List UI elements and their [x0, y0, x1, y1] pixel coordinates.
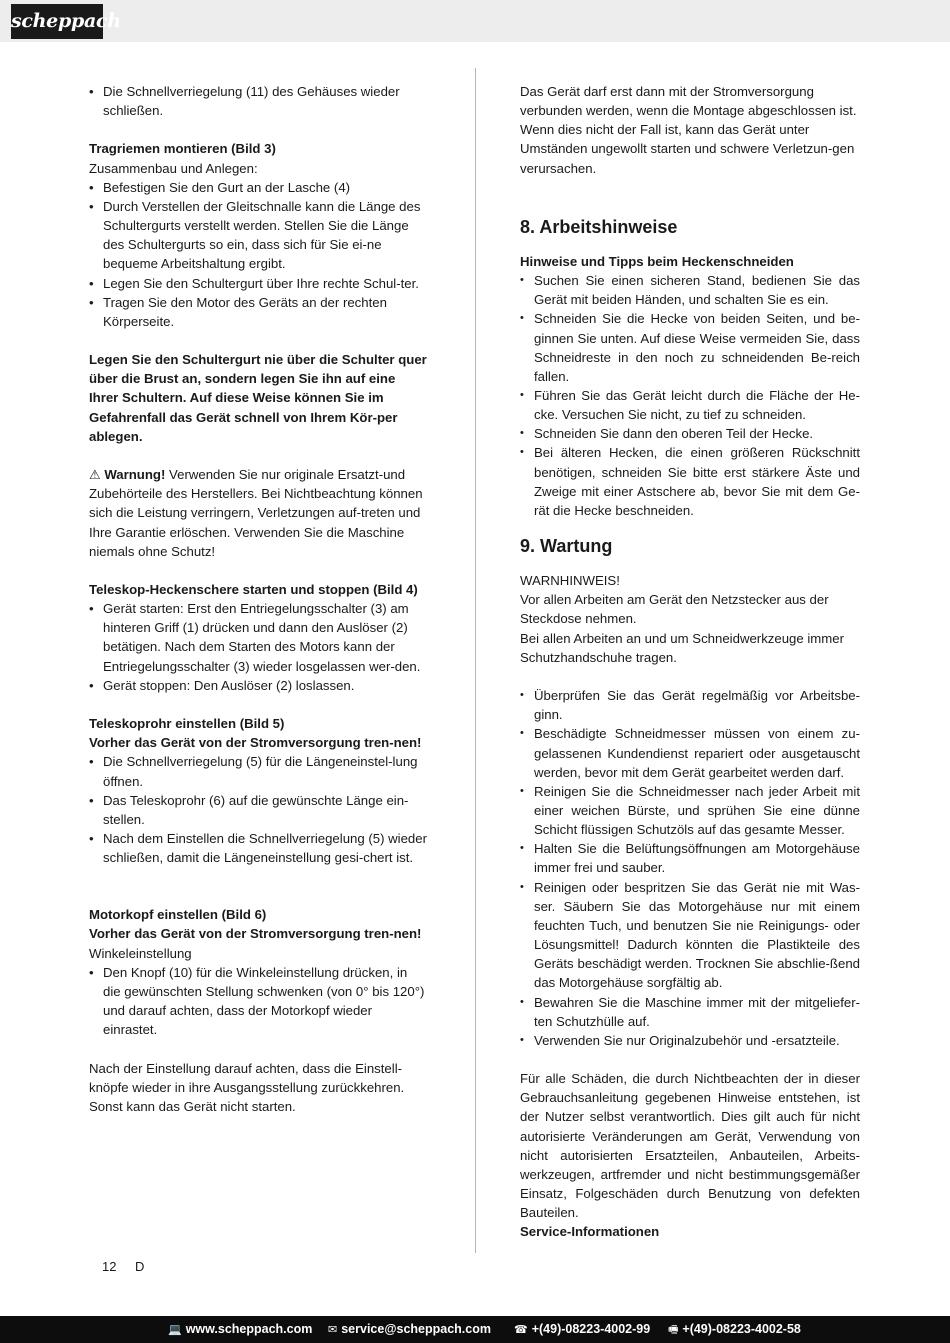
- motor-head-warning: Vorher das Gerät von der Stromversorgung tren-nen!: [89, 926, 422, 942]
- scheppach-logo: scheppach: [11, 4, 103, 39]
- list-item: • Bewahren Sie die Maschine immer mit der mitgeliefer-ten Schutzhülle auf.: [520, 993, 860, 1031]
- footer-website-text: www.scheppach.com: [185, 1322, 313, 1336]
- footer-phone: [514, 1316, 650, 1343]
- list-item: • Legen Sie den Schultergurt über Ihre rechte Schul-ter.: [89, 274, 427, 293]
- housing-list: [89, 82, 427, 120]
- list-item: • Halten Sie die Belüftungsöffnungen am Motorgehäuse immer frei und sauber.: [520, 839, 860, 877]
- warning-triangle-icon: ⚠: [89, 467, 101, 483]
- telescope-list: [89, 752, 427, 867]
- list-item: • Die Schnellverriegelung (5) für die Längeneinstel-lung öffnen.: [89, 752, 427, 790]
- motor-head-note: Nach der Einstellung darauf achten, dass die Einstell-knöpfe wieder in ihre Ausgangsstellung zurückkehren. Sonst kann das Gerät nicht starten.: [89, 1060, 405, 1114]
- motor-head-list: [89, 963, 427, 1040]
- list-item: • Die Schnellverriegelung (11) des Gehäuses wieder schließen.: [89, 82, 427, 120]
- footer-email-text: service@scheppach.com: [341, 1322, 491, 1336]
- strap-list: [89, 178, 427, 331]
- footer-phone-text: +(49)-08223-4002-99: [531, 1322, 651, 1336]
- list-item: • Schneiden Sie dann den oberen Teil der Hecke.: [520, 424, 860, 443]
- section-8-title: 8. Arbeitshinweise: [520, 216, 678, 237]
- header-bar: [0, 0, 950, 42]
- list-item: • Tragen Sie den Motor des Geräts an der rechten Körperseite.: [89, 293, 427, 331]
- list-item: • Schneiden Sie die Hecke von beiden Seiten, und be-ginnen Sie unten. Auf diese Weise vermeiden Sie, dass Schneidreste in den noch zu schneidenden Be-reich fallen.: [520, 309, 860, 386]
- list-item: • Verwenden Sie nur Originalzubehör und -ersatzteile.: [520, 1031, 860, 1050]
- service-heading: Service-Informationen: [520, 1224, 660, 1240]
- list-item: • Den Knopf (10) für die Winkeleinstellung drücken, in die gewünschten Stellung schwenken (von 0° bis 120°) und darauf achten, dass der Motorkopf wieder einrastet.: [89, 963, 427, 1040]
- right-column: [520, 82, 860, 1242]
- footer-bar: [0, 1316, 950, 1343]
- start-stop-heading: Teleskop-Heckenschere starten und stoppen (Bild 4): [89, 582, 418, 597]
- column-divider: [475, 68, 476, 1253]
- warning-label: Warnung!: [104, 467, 166, 483]
- list-item: • Reinigen oder bespritzen Sie das Gerät nie mit Was-ser. Säubern Sie das Motorgehäuse nur mit einem feuchten Tuch, und benutzen Sie nie Reinigungs- oder Lösungsmittel! Dadurch könnten die Plastikteile des Geräts beschädigt werden. Trocknen Sie abschlie-ßend das Motorgehäuse sorgfältig ab.: [520, 878, 860, 993]
- telescope-heading: Teleskoprohr einstellen (Bild 5): [89, 716, 285, 732]
- list-item: • Nach dem Einstellen die Schnellverriegelung (5) wieder schließen, damit die Längeneinstellung gesi-chert ist.: [89, 829, 427, 867]
- page-language: D: [135, 1259, 145, 1274]
- warning-text: Verwenden Sie nur originale Ersatzt-und Zubehörteile des Herstellers. Bei Nichtbeachtung können sich die Leistung verringern, Verletzungen auf-treten und Ihre Garantie erlöschen. Verwenden Sie die Maschine niemals ohne Schutz!: [89, 467, 423, 559]
- strap-intro: Zusammenbau und Anlegen:: [89, 160, 258, 176]
- footer-email[interactable]: [328, 1316, 491, 1343]
- motor-head-heading: Motorkopf einstellen (Bild 6): [89, 907, 267, 923]
- strap-heading: Tragriemen montieren (Bild 3): [89, 141, 276, 157]
- list-item: • Suchen Sie einen sicheren Stand, bedienen Sie das Gerät mit beiden Händen, und schalten Sie es ein.: [520, 271, 860, 309]
- left-column: [89, 82, 427, 1116]
- maintenance-list: [520, 686, 860, 1050]
- list-item: • Gerät stoppen: Den Auslöser (2) loslassen.: [89, 676, 427, 695]
- list-item: • Reinigen Sie die Schneidmesser nach jeder Arbeit mit einer weichen Bürste, und sprühen Sie eine dünne Schicht flüssigen Schutzöls auf das gesamte Messer.: [520, 782, 860, 839]
- mail-icon: ✉: [328, 1323, 338, 1336]
- section-9-title: 9. Wartung: [520, 536, 613, 557]
- phone-icon: ☎: [514, 1323, 528, 1336]
- warn-line-2: Bei allen Arbeiten an und um Schneidwerkzeuge immer Schutzhandschuhe tragen.: [520, 630, 845, 665]
- fax-icon: 🖷: [668, 1323, 679, 1336]
- warning-paragraph: [89, 465, 427, 561]
- assembly-warning: Das Gerät darf erst dann mit der Stromversorgung verbunden werden, wenn die Montage abgeschlossen ist. Wenn dies nicht der Fall ist, kann das Gerät unter Umständen ungewollt starten und schwere Verletzun-gen verursachen.: [520, 84, 857, 176]
- list-item: • Überprüfen Sie das Gerät regelmäßig vor Arbeitsbe-ginn.: [520, 686, 860, 724]
- list-item: • Gerät starten: Erst den Entriegelungsschalter (3) am hinteren Griff (1) drücken und dann den Auslöser (2) betätigen. Nach dem Starten des Motors kann der Entriegelungsschalter (3) wieder losgelassen wer-den.: [89, 599, 427, 676]
- tips-heading: Hinweise und Tipps beim Heckenschneiden: [520, 253, 794, 269]
- footer-fax: [668, 1316, 801, 1343]
- warn-heading: WARNHINWEIS!: [520, 573, 620, 589]
- list-item: • Befestigen Sie den Gurt an der Lasche (4): [89, 178, 427, 197]
- angle-subheading: Winkeleinstellung: [89, 945, 192, 961]
- list-item: • Das Teleskoprohr (6) auf die gewünschte Länge ein-stellen.: [89, 791, 427, 829]
- telescope-warning: Vorher das Gerät von der Stromversorgung tren-nen!: [89, 735, 422, 751]
- list-item: • Führen Sie das Gerät leicht durch die Fläche der He-cke. Versuchen Sie nicht, zu tief zu schneiden.: [520, 386, 860, 424]
- computer-icon: 💻: [168, 1323, 182, 1336]
- liability-paragraph: Für alle Schäden, die durch Nichtbeachten der in dieser Gebrauchsanleitung gegebenen Hinweise entstehen, ist der Nutzer selbst verantwortlich. Dies gilt auch für nicht autorisierte Veränderungen am Gerät, Verwendung von nicht autorisierten Ersatzteilen, Anbauteilen, Arbeits-werkzeugen, artfremder und nicht bestimmungsgemäßer Einsatz, Folgeschäden durch Benutzung von defekten Bauteilen.: [520, 1071, 860, 1221]
- tips-list: [520, 271, 860, 520]
- list-item: • Durch Verstellen der Gleitschnalle kann die Länge des Schultergurts verstellt werden. Stellen Sie die Länge des Schultergurts so ein, dass sich für Sie ei-ne bequeme Arbeitshaltung ergibt.: [89, 197, 427, 274]
- list-item: • Bei älteren Hecken, die einen größeren Rückschnitt benötigen, schneiden Sie bitte erst stärkere Äste und Zweige mit einer Astschere ab, bevor Sie mit dem Ge-rät die Hecke beschneiden.: [520, 443, 860, 520]
- warn-line-1: Vor allen Arbeiten am Gerät den Netzstecker aus der Steckdose nehmen.: [520, 592, 829, 627]
- start-stop-list: [89, 599, 427, 695]
- footer-fax-text: +(49)-08223-4002-58: [682, 1322, 801, 1336]
- page-number: 12: [102, 1259, 117, 1274]
- strap-safety-note: Legen Sie den Schultergurt nie über die Schulter quer über die Brust an, sondern legen Sie ihn auf eine Ihrer Schultern. Auf diese Weise können Sie im Gefahrenfall das Gerät schnell von Ihrem Kör-per ablegen.: [89, 352, 427, 444]
- footer-website[interactable]: [168, 1316, 312, 1343]
- list-item: • Beschädigte Schneidmesser müssen von einem zu-gelassenen Kundendienst repariert oder ausgetauscht werden, bevor mit dem Gerät gearbeitet werden darf.: [520, 724, 860, 781]
